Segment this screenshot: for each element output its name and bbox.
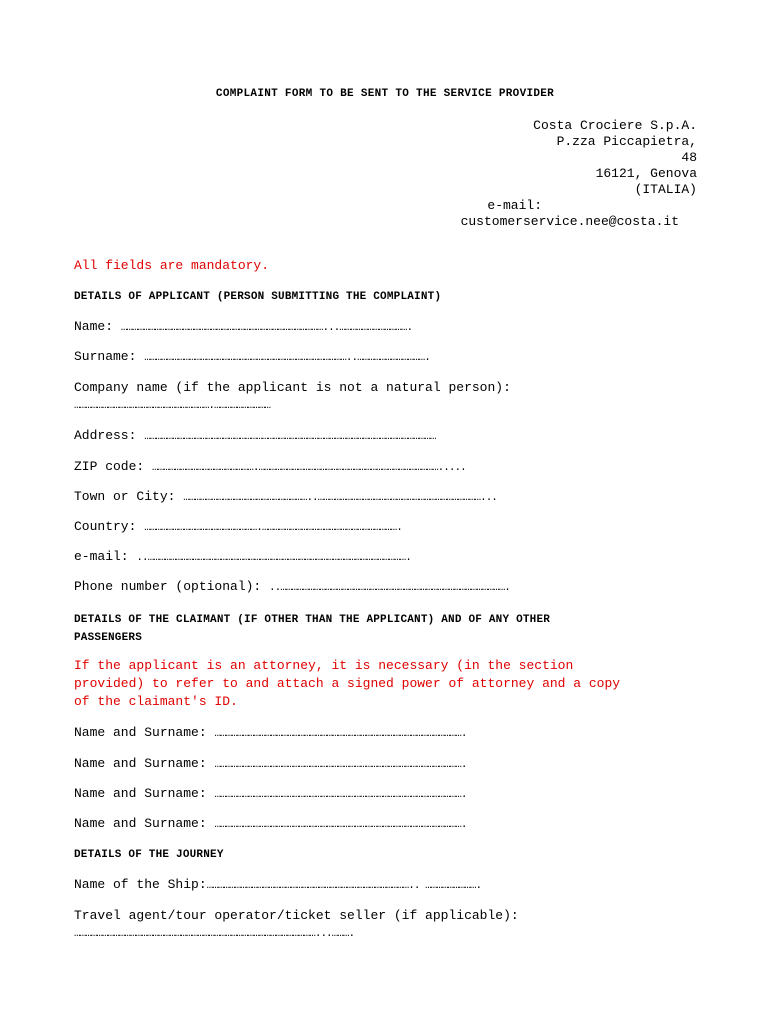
town-label: Town or City: (74, 489, 176, 504)
agent-row (74, 907, 519, 943)
phone-label: Phone number (optional): (74, 579, 262, 594)
surname-label: Surname: (74, 349, 137, 364)
country-row (74, 519, 402, 534)
town-field[interactable]: …………………………………………………………..……………………………………………………………………………... (183, 492, 497, 504)
recipient-address (461, 118, 697, 230)
recipient-company: Costa Crociere S.p.A. (533, 118, 697, 133)
country-field[interactable]: …………………………………………………….………………………………………………………………. (144, 522, 402, 534)
recipient-email-label: e-mail: (487, 198, 542, 213)
ship-row (74, 877, 481, 892)
recipient-email[interactable]: customerservice.nee@costa.it (460, 214, 679, 229)
passenger-name-label: Name and Surname: (74, 816, 207, 831)
applicant-heading: DETAILS OF APPLICANT (PERSON SUBMITTING THE COMPLAINT) (74, 291, 442, 303)
name-label: Name: (74, 319, 114, 334)
claimant-heading-line2: PASSENGERS (74, 632, 143, 644)
passenger-name-field[interactable]: ……………………………………………………………………………………………………………………. (214, 819, 467, 831)
recipient-city: 16121, Genova (595, 166, 697, 181)
recipient-street-number: 48 (681, 150, 697, 165)
email-field[interactable]: ..…………………………………………………………………………………………………………………………. (136, 552, 411, 564)
address-row (74, 428, 436, 443)
recipient-street: P.zza Piccapietra, (556, 134, 697, 149)
name-field[interactable]: ………………………………………………………………………………………………...………………………………. (120, 322, 413, 334)
address-label: Address: (74, 428, 137, 443)
passenger-name-field[interactable]: ……………………………………………………………………………………………………………………. (214, 789, 467, 801)
zip-label: ZIP code: (74, 459, 145, 474)
country-label: Country: (74, 519, 137, 534)
email-row (74, 549, 411, 564)
passenger-row (74, 816, 467, 831)
passenger-name-field[interactable]: ……………………………………………………………………………………………………………………. (214, 759, 467, 771)
passenger-row (74, 725, 467, 740)
agent-label: Travel agent/tour operator/ticket seller (if applicable): (74, 908, 519, 923)
zip-field[interactable]: ……………………………………………….……………………………………………………………………………………..... (152, 462, 466, 474)
email-label: e-mail: (74, 549, 129, 564)
surname-field[interactable]: ………………………………………………………………………………………………..………………………………. (144, 352, 430, 364)
address-field[interactable]: ………………………………………………………………………………………………………………………………………… (144, 431, 436, 443)
passenger-row (74, 756, 467, 771)
passenger-name-label: Name and Surname: (74, 756, 207, 771)
company-row (74, 379, 511, 415)
mandatory-notice: All fields are mandatory. (74, 258, 270, 273)
phone-field[interactable]: ..…………………………………………………………………………………………………………. (269, 582, 510, 594)
town-row (74, 489, 497, 504)
passenger-name-field[interactable]: ……………………………………………………………………………………………………………………. (214, 728, 467, 740)
recipient-country: (ITALIA) (634, 182, 697, 197)
attorney-notice-line1: If the applicant is an attorney, it is necessary (in the section (74, 658, 574, 673)
surname-row (74, 349, 430, 364)
attorney-notice-line2: provided) to refer to and attach a signed power of attorney and a copy (74, 676, 621, 691)
phone-row (74, 579, 510, 594)
name-row (74, 319, 412, 334)
claimant-heading-line1: DETAILS OF THE CLAIMANT (IF OTHER THAN THE APPLICANT) AND OF ANY OTHER (74, 614, 551, 626)
claimant-heading (74, 611, 550, 647)
ship-field[interactable]: ……………………………………………………………………………………………….. ………………………. (206, 880, 482, 892)
journey-heading: DETAILS OF THE JOURNEY (74, 849, 224, 861)
passenger-name-label: Name and Surname: (74, 725, 207, 740)
form-title: COMPLAINT FORM TO BE SENT TO THE SERVICE PROVIDER (215, 88, 555, 100)
passenger-row (74, 786, 467, 801)
agent-field[interactable]: …………………………………………………………………………………………………………………...………. (74, 928, 355, 940)
passenger-name-label: Name and Surname: (74, 786, 207, 801)
company-field[interactable]: ……………………………………………………………….………………………… (74, 400, 271, 412)
company-label: Company name (if the applicant is not a natural person): (74, 380, 511, 395)
zip-row (74, 459, 466, 474)
ship-label: Name of the Ship: (74, 877, 207, 892)
attorney-notice-line3: of the claimant's ID. (74, 694, 238, 709)
attorney-notice (74, 657, 620, 711)
